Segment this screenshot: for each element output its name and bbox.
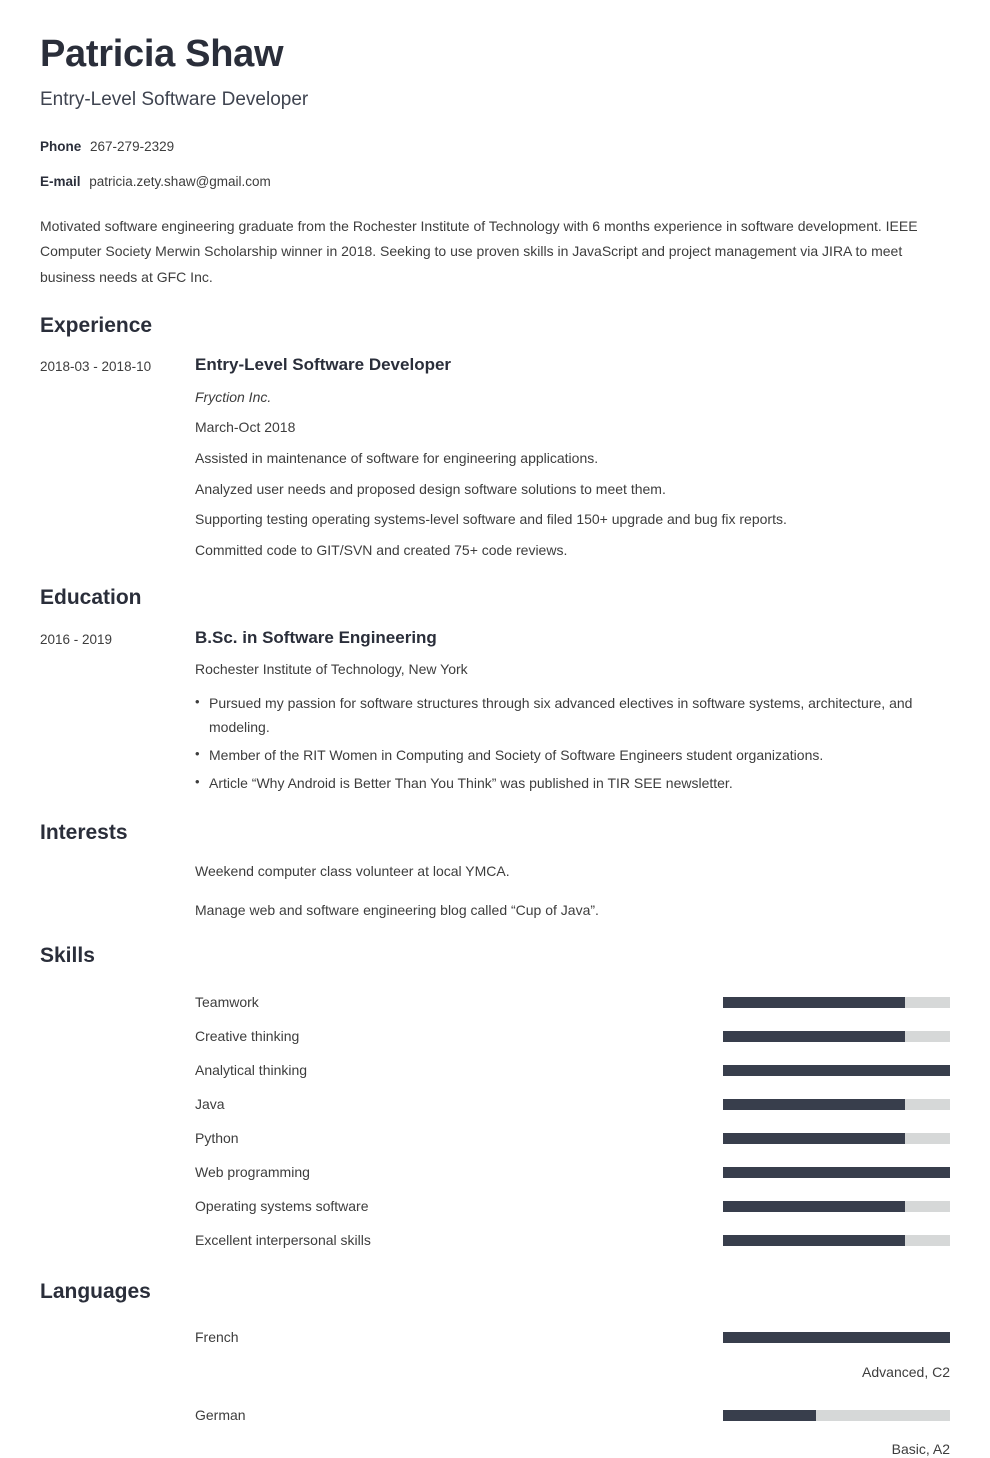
education-bullet: • Pursued my passion for software structures through six advanced electives in software systems, architecture, and modeling.	[195, 691, 950, 741]
language-block	[195, 1321, 950, 1381]
education-bullet: • Member of the RIT Women in Computing and Society of Software Engineers student organizations.	[195, 743, 950, 768]
language-proficiency: Basic, A2	[195, 1441, 950, 1458]
language-rating-bar	[723, 1332, 950, 1343]
experience-entry-line: Supporting testing operating systems-level software and filed 150+ upgrade and bug fix reports.	[195, 510, 950, 530]
skill-rating-fill	[723, 1235, 905, 1246]
candidate-job-title: Entry-Level Software Developer	[40, 89, 950, 112]
education-entry-body	[195, 628, 950, 800]
language-block	[195, 1398, 950, 1458]
skill-row	[195, 1224, 950, 1258]
skill-rating-bar	[723, 1167, 950, 1178]
skill-row	[195, 1088, 950, 1122]
skill-rating-fill	[723, 1201, 905, 1212]
skill-rating-fill	[723, 1099, 905, 1110]
experience-entry-position: Entry-Level Software Developer	[195, 355, 950, 375]
skills-list	[195, 986, 950, 1258]
education-entry	[40, 628, 950, 800]
contact-list	[40, 139, 950, 190]
experience-entry-line: Analyzed user needs and proposed design software solutions to meet them.	[195, 480, 950, 500]
section-title-education: Education	[40, 586, 950, 609]
skill-rating-bar	[723, 1065, 950, 1076]
education-bullet: • Article “Why Android is Better Than You Think” was published in TIR SEE newsletter.	[195, 771, 950, 796]
candidate-name: Patricia Shaw	[40, 34, 950, 76]
skill-label: Excellent interpersonal skills	[195, 1232, 723, 1249]
education-bullet-list	[195, 691, 950, 797]
section-title-skills: Skills	[40, 944, 950, 967]
contact-row-phone	[40, 139, 950, 155]
experience-entry-line: Assisted in maintenance of software for engineering applications.	[195, 449, 950, 469]
section-languages	[40, 1280, 950, 1458]
skill-row	[195, 1020, 950, 1054]
contact-row-email	[40, 174, 950, 190]
education-entry-date: 2016 - 2019	[40, 628, 195, 650]
skill-row	[195, 986, 950, 1020]
section-skills	[40, 944, 950, 1257]
professional-summary: Motivated software engineering graduate from the Rochester Institute of Technology with 6 months experience in software development. IEEE Computer Society Merwin Scholarship winner in 2018. Seeking to use proven skills in JavaScript and project management via JIRA to meet business needs at GFC Inc.	[40, 214, 950, 290]
contact-value-email[interactable]: patricia.zety.shaw@gmail.com	[89, 174, 271, 189]
education-entry-school: Rochester Institute of Technology, New York	[195, 660, 950, 680]
skill-rating-bar	[723, 1099, 950, 1110]
experience-entry-line: Committed code to GIT/SVN and created 75+ code reviews.	[195, 541, 950, 561]
skill-label: Web programming	[195, 1164, 723, 1181]
interest-item: Weekend computer class volunteer at local YMCA.	[195, 862, 950, 882]
language-rating-bar	[723, 1410, 950, 1421]
contact-value-phone[interactable]: 267-279-2329	[90, 139, 174, 154]
education-entry-degree: B.Sc. in Software Engineering	[195, 628, 950, 648]
section-experience	[40, 314, 950, 560]
skill-label: Creative thinking	[195, 1028, 723, 1045]
section-education	[40, 586, 950, 799]
interests-body	[195, 862, 950, 920]
skill-label: Java	[195, 1096, 723, 1113]
skill-row	[195, 1156, 950, 1190]
skill-label: Analytical thinking	[195, 1062, 723, 1079]
contact-label-email: E-mail	[40, 174, 81, 189]
section-title-experience: Experience	[40, 314, 950, 337]
skill-row	[195, 1190, 950, 1224]
skill-label: Python	[195, 1130, 723, 1147]
language-label: German	[195, 1407, 723, 1424]
skill-row	[195, 1054, 950, 1088]
skill-rating-bar	[723, 1031, 950, 1042]
skill-rating-fill	[723, 1167, 950, 1178]
section-title-interests: Interests	[40, 821, 950, 844]
skill-rating-bar	[723, 1201, 950, 1212]
skill-rating-bar	[723, 997, 950, 1008]
interest-item: Manage web and software engineering blog called “Cup of Java”.	[195, 901, 950, 921]
experience-entry	[40, 355, 950, 560]
section-interests	[40, 821, 950, 920]
contact-label-phone: Phone	[40, 139, 81, 154]
experience-entry-company: Fryction Inc.	[195, 388, 950, 408]
skill-rating-fill	[723, 1133, 905, 1144]
skill-label: Teamwork	[195, 994, 723, 1011]
resume-header	[40, 0, 950, 190]
skill-row	[195, 1122, 950, 1156]
language-spacer	[195, 1384, 950, 1398]
languages-list	[195, 1321, 950, 1458]
language-row	[195, 1398, 950, 1432]
experience-entry-period: March-Oct 2018	[195, 418, 950, 438]
skill-rating-bar	[723, 1133, 950, 1144]
language-label: French	[195, 1329, 723, 1346]
skill-rating-fill	[723, 1065, 950, 1076]
skill-rating-fill	[723, 997, 905, 1008]
skill-rating-fill	[723, 1031, 905, 1042]
skill-label: Operating systems software	[195, 1198, 723, 1215]
section-title-languages: Languages	[40, 1280, 950, 1303]
language-row	[195, 1321, 950, 1355]
experience-entry-date: 2018-03 - 2018-10	[40, 355, 195, 377]
experience-entry-body	[195, 355, 950, 560]
skill-rating-bar	[723, 1235, 950, 1246]
language-rating-fill	[723, 1332, 950, 1343]
language-rating-fill	[723, 1410, 816, 1421]
language-proficiency: Advanced, C2	[195, 1364, 950, 1381]
